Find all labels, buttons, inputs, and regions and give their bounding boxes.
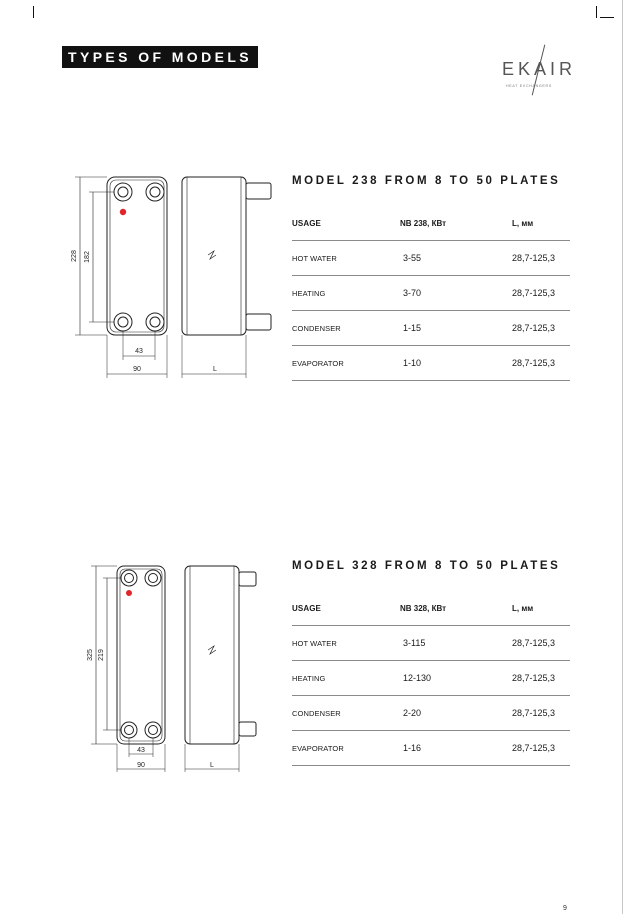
table-row	[292, 696, 570, 731]
power-cell: 1-15	[403, 323, 422, 333]
length-cell: 28,7-125,3	[512, 253, 556, 263]
col-usage: USAGE	[292, 604, 321, 613]
accent-dot	[126, 590, 132, 596]
dim-length: L	[210, 762, 214, 769]
model-328-drawing	[75, 560, 275, 775]
power-cell: 3-55	[403, 253, 422, 263]
model-238-spec-table	[292, 206, 570, 381]
col-usage: USAGE	[292, 219, 321, 228]
power-cell: 3-115	[403, 638, 426, 648]
col-length: L, мм	[512, 604, 534, 613]
usage-cell: EVAPORATOR	[292, 359, 344, 368]
power-cell: 3-70	[403, 288, 422, 298]
usage-cell: HOT WATER	[292, 254, 337, 263]
col-power: NB 328, КВт	[400, 604, 447, 613]
brand-logo	[492, 44, 582, 96]
usage-cell: HOT WATER	[292, 639, 337, 648]
table-header	[292, 206, 570, 241]
page-title: TYPES OF MODELS	[62, 46, 258, 68]
table-row	[292, 626, 570, 661]
model-238-drawing	[60, 170, 280, 385]
dim-width: 90	[137, 762, 145, 769]
page-edge-rule	[622, 0, 623, 914]
usage-cell: CONDENSER	[292, 709, 341, 718]
logo-wordmark: EKAIR	[502, 59, 577, 79]
table-row	[292, 276, 570, 311]
page-number: 9	[563, 905, 567, 912]
dim-port-spacing: 182	[84, 251, 91, 263]
dim-port-pitch: 43	[137, 747, 145, 754]
usage-cell: HEATING	[292, 674, 326, 683]
length-cell: 28,7-125,3	[512, 673, 556, 683]
model-328-spec-table	[292, 591, 570, 766]
dim-port-pitch: 43	[135, 348, 143, 355]
length-cell: 28,7-125,3	[512, 358, 556, 368]
power-cell: 1-10	[403, 358, 422, 368]
table-row	[292, 311, 570, 346]
length-cell: 28,7-125,3	[512, 743, 556, 753]
table-row	[292, 661, 570, 696]
table-row	[292, 346, 570, 381]
usage-cell: HEATING	[292, 289, 326, 298]
dim-port-spacing: 219	[98, 649, 105, 661]
power-cell: 1-16	[403, 743, 422, 753]
dim-overall-height: 325	[87, 649, 94, 661]
accent-dot	[120, 209, 126, 215]
power-cell: 2-20	[403, 708, 422, 718]
col-power: NB 238, КВт	[400, 219, 447, 228]
usage-cell: CONDENSER	[292, 324, 341, 333]
model-238-title: MODEL 238 FROM 8 TO 50 PLATES	[292, 175, 561, 187]
col-length: L, мм	[512, 219, 534, 228]
dim-length: L	[213, 366, 217, 373]
power-cell: 12-130	[403, 673, 432, 683]
length-cell: 28,7-125,3	[512, 288, 556, 298]
model-328-title: MODEL 328 FROM 8 TO 50 PLATES	[292, 560, 561, 572]
dim-overall-height: 228	[71, 250, 78, 262]
length-cell: 28,7-125,3	[512, 708, 556, 718]
length-cell: 28,7-125,3	[512, 638, 556, 648]
dim-width: 90	[133, 366, 141, 373]
logo-tagline: HEAT EXCHANGERS	[506, 84, 552, 88]
usage-cell: EVAPORATOR	[292, 744, 344, 753]
crop-mark-top-right-h	[600, 17, 614, 18]
table-row	[292, 731, 570, 766]
table-row	[292, 241, 570, 276]
length-cell: 28,7-125,3	[512, 323, 556, 333]
crop-mark-top-left	[33, 6, 34, 18]
table-header	[292, 591, 570, 626]
crop-mark-top-right	[596, 6, 597, 18]
